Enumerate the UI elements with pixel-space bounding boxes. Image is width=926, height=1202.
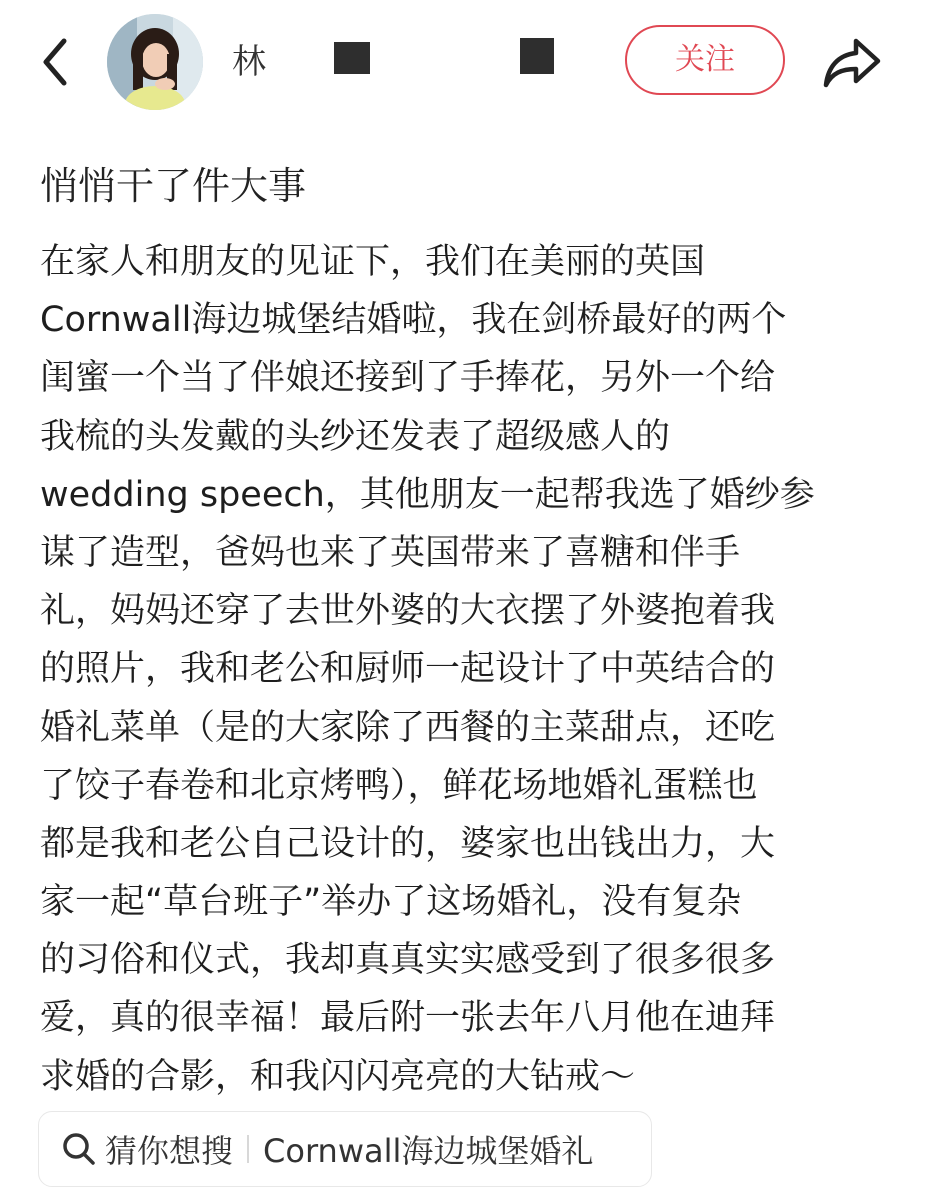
post-body-line: 礼，妈妈还穿了去世外婆的大衣摆了外婆抱着我 [40, 591, 776, 632]
redacted-block [334, 42, 370, 74]
share-arrow-icon [822, 35, 882, 89]
post-body [40, 233, 900, 1106]
chevron-left-icon [40, 37, 70, 87]
post-body-line: 闺蜜一个当了伴娘还接到了手捧花，另外一个给 [40, 358, 776, 399]
suggestion-query[interactable]: Cornwall海边城堡婚礼 [263, 1132, 594, 1170]
post-body-line: 婚礼菜单（是的大家除了西餐的主菜甜点，还吃 [40, 707, 776, 748]
username[interactable]: 林 [232, 42, 266, 82]
divider [247, 1135, 249, 1163]
post-body-line: 在家人和朋友的见证下，我们在美丽的英国 [40, 242, 706, 282]
post-body-line: 求婚的合影，和我闪闪亮亮的大钻戒～ [40, 1056, 636, 1097]
post-title: 悄悄干了件大事 [40, 164, 307, 208]
back-button[interactable] [30, 30, 80, 94]
redacted-block [520, 38, 554, 74]
post-body-line: 都是我和老公自己设计的，婆家也出钱出力，大 [40, 823, 776, 864]
post-body-line: Cornwall海边城堡结婚啦，我在剑桥最好的两个 [40, 300, 787, 341]
search-icon [61, 1131, 97, 1167]
avatar[interactable] [107, 14, 203, 110]
share-button[interactable] [820, 30, 884, 94]
post-body-line: 的习俗和仪式，我却真真实实感受到了很多很多 [40, 940, 776, 981]
post-body-line: 爱，真的很幸福！最后附一张去年八月他在迪拜 [40, 998, 776, 1039]
post-body-line: 家一起“草台班子”举办了这场婚礼，没有复杂 [40, 882, 742, 923]
top-bar [0, 0, 926, 130]
post-body-line: wedding speech，其他朋友一起帮我选了婚纱参 [40, 474, 815, 515]
suggestion-label: 猜你想搜 [105, 1132, 234, 1170]
post-body-line: 了饺子春卷和北京烤鸭），鲜花场地婚礼蛋糕也 [40, 765, 758, 806]
search-suggestion[interactable] [38, 1111, 652, 1187]
post-body-line: 谋了造型，爸妈也来了英国带来了喜糖和伴手 [40, 532, 741, 573]
post-body-line: 我梳的头发戴的头纱还发表了超级感人的 [40, 416, 671, 457]
post-body-line: 的照片，我和老公和厨师一起设计了中英结合的 [40, 649, 776, 690]
follow-button[interactable]: 关注 [625, 25, 785, 95]
